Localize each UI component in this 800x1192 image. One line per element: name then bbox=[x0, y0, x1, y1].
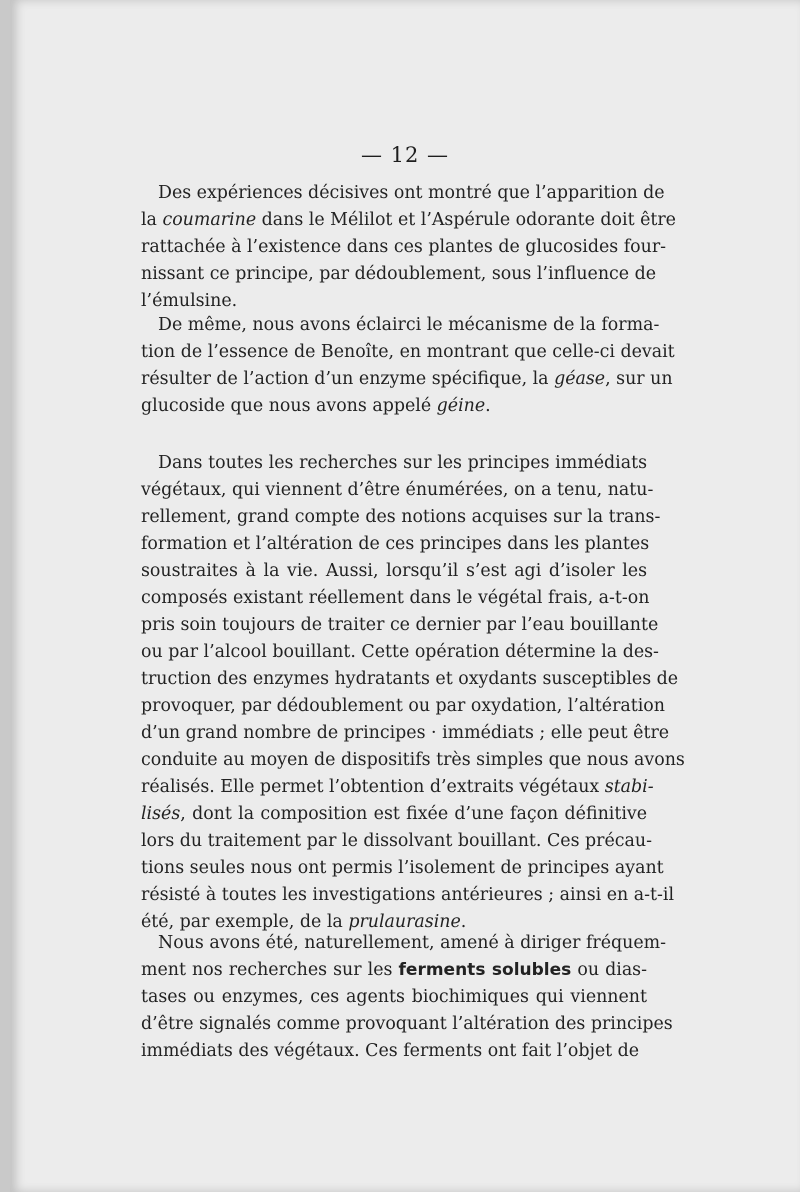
italic-term: lisés bbox=[141, 804, 181, 824]
text-line bbox=[141, 774, 654, 801]
text-line bbox=[141, 666, 679, 693]
text-segment: , dont la composition est fixée d’une façon définitive bbox=[180, 804, 647, 824]
italic-term: géine bbox=[436, 396, 486, 416]
text-segment: résulter de l’action d’un enzyme spécifique, la bbox=[141, 369, 555, 389]
text-segment: Nous avons été, naturellement, amené à diriger fréquem- bbox=[158, 933, 667, 953]
text-segment: nissant ce principe, par dédoublement, sous l’influence de bbox=[141, 264, 657, 284]
text-line bbox=[141, 261, 657, 288]
text-line bbox=[141, 504, 661, 531]
text-line bbox=[141, 366, 673, 393]
text-line bbox=[141, 312, 660, 339]
text-segment: Dans toutes les recherches sur les principes immédiats bbox=[158, 453, 647, 473]
text-segment: De même, nous avons éclairci le mécanisme de la forma- bbox=[158, 315, 660, 335]
text-segment: truction des enzymes hydratants et oxydants susceptibles de bbox=[141, 669, 679, 689]
text-segment: réalisés. Elle permet l’obtention d’extraits végétaux bbox=[141, 777, 605, 797]
text-segment: glucoside que nous avons appelé bbox=[141, 396, 437, 416]
text-line bbox=[141, 639, 659, 666]
paragraph bbox=[141, 180, 676, 315]
text-segment: ou dias- bbox=[571, 960, 647, 980]
text-segment: Des expériences décisives ont montré que l’apparition de bbox=[158, 183, 665, 203]
text-segment: immédiats des végétaux. Ces ferments ont fait l’objet de bbox=[141, 1041, 640, 1061]
text-segment: composés existant réellement dans le végétal frais, a-t-on bbox=[141, 588, 650, 608]
text-segment: résisté à toutes les investigations antérieures ; ainsi en a-t-il bbox=[141, 885, 675, 905]
text-segment: tions seules nous ont permis l’isolement de principes ayant bbox=[141, 858, 664, 878]
text-line bbox=[141, 957, 647, 984]
text-line bbox=[141, 612, 659, 639]
text-line bbox=[141, 1038, 647, 1065]
paragraph bbox=[141, 450, 685, 936]
text-line bbox=[141, 801, 647, 828]
text-segment: végétaux, qui viennent d’être énumérées, on a tenu, natu- bbox=[141, 480, 654, 500]
text-line bbox=[141, 585, 650, 612]
paragraph bbox=[141, 312, 675, 420]
text-line bbox=[141, 393, 647, 420]
text-segment: la bbox=[141, 210, 163, 230]
italic-term: géase bbox=[554, 369, 606, 389]
text-segment: d’un grand nombre de principes · immédiats ; elle peut être bbox=[141, 723, 670, 743]
text-line bbox=[141, 450, 647, 477]
text-line bbox=[141, 882, 675, 909]
text-segment: conduite au moyen de dispositifs très simples que nous avons bbox=[141, 750, 685, 770]
text-segment: . bbox=[460, 912, 467, 932]
text-line bbox=[141, 1011, 673, 1038]
text-line bbox=[141, 855, 664, 882]
text-line bbox=[141, 720, 670, 747]
text-segment: soustraites à la vie. Aussi, lorsqu’il s’est agi d’isoler les bbox=[141, 561, 647, 581]
paragraph bbox=[141, 930, 673, 1065]
text-line bbox=[141, 339, 675, 366]
italic-term: coumarine bbox=[162, 210, 257, 230]
text-line bbox=[141, 477, 654, 504]
text-line bbox=[141, 984, 647, 1011]
page-number: — 12 — bbox=[360, 143, 450, 167]
text-segment: tion de l’essence de Benoîte, en montrant que celle-ci devait bbox=[141, 342, 675, 362]
text-line bbox=[141, 930, 667, 957]
text-line bbox=[141, 558, 647, 585]
text-segment: formation et l’altération de ces principes dans les plantes bbox=[141, 534, 650, 554]
text-line bbox=[141, 531, 650, 558]
text-segment: provoquer, par dédoublement ou par oxydation, l’altération bbox=[141, 696, 665, 716]
text-segment: d’être signalés comme provoquant l’altération des principes bbox=[141, 1014, 673, 1034]
text-segment: ou par l’alcool bouillant. Cette opération détermine la des- bbox=[141, 642, 659, 662]
text-segment: , sur un bbox=[605, 369, 673, 389]
text-segment: l’émulsine. bbox=[141, 291, 238, 311]
italic-term: stabi- bbox=[604, 777, 654, 797]
text-segment: été, par exemple, de la bbox=[141, 912, 349, 932]
text-segment: pris soin toujours de traiter ce dernier par l’eau bouillante bbox=[141, 615, 659, 635]
text-segment: ment nos recherches sur les bbox=[141, 960, 399, 980]
text-segment: rellement, grand compte des notions acquises sur la trans- bbox=[141, 507, 661, 527]
text-segment: . bbox=[485, 396, 491, 416]
text-line bbox=[141, 693, 665, 720]
italic-term: prulaurasine bbox=[348, 912, 461, 932]
text-segment: tases ou enzymes, ces agents biochimiques qui viennent bbox=[141, 987, 647, 1007]
text-line bbox=[141, 207, 676, 234]
text-line bbox=[141, 180, 665, 207]
scanned-page bbox=[10, 0, 800, 1192]
text-line bbox=[141, 288, 647, 315]
text-segment: lors du traitement par le dissolvant bouillant. Ces précau- bbox=[141, 831, 652, 851]
text-line bbox=[141, 828, 652, 855]
text-line bbox=[141, 234, 667, 261]
text-line bbox=[141, 747, 685, 774]
text-segment: rattachée à l’existence dans ces plantes de glucosides four- bbox=[141, 237, 667, 257]
bold-term: ferments solubles bbox=[398, 960, 572, 980]
text-segment: dans le Mélilot et l’Aspérule odorante doit être bbox=[256, 210, 676, 230]
